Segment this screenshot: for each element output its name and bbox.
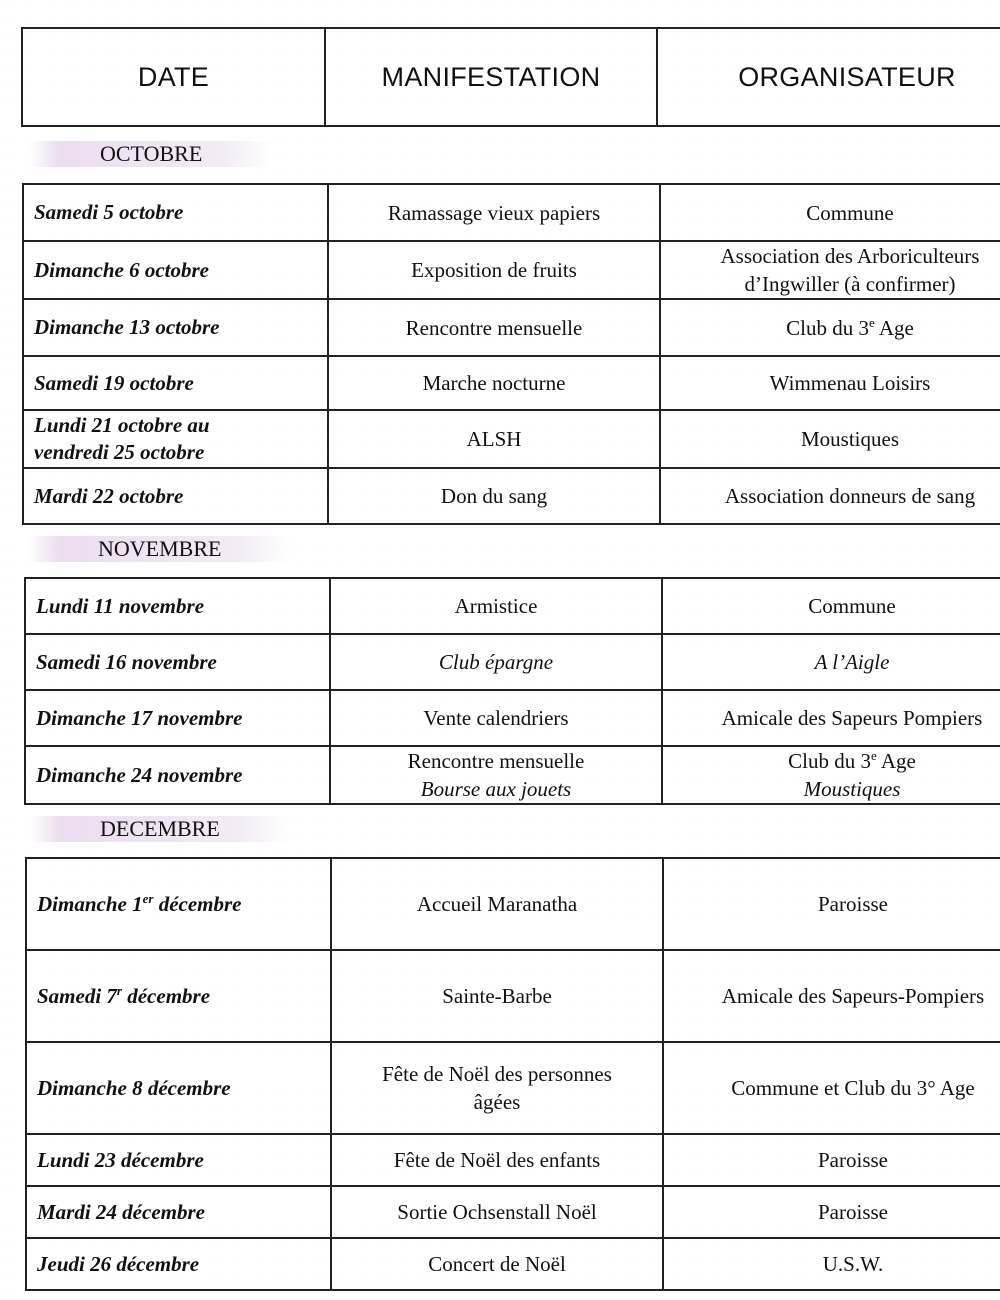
organizer-text: Club du 3 [786,315,869,340]
table-row [25,578,1000,634]
event-organizer: Paroisse [663,1186,1000,1238]
event-line: Rencontre mensuelle [407,749,585,773]
section-title-octobre: OCTOBRE [30,141,272,167]
event-name: Exposition de fruits [328,241,660,299]
date-line: Lundi 21 octobre au [34,413,210,437]
superscript: er [142,890,154,906]
table-row [23,241,1000,299]
event-date: Samedi 16 novembre [25,634,330,690]
event-date: Dimanche 24 novembre [25,746,330,804]
event-organizer: Commune [662,578,1000,634]
date-text: décembre [121,983,211,1008]
event-line: Fête de Noël des personnes [382,1062,612,1086]
table-row [26,1134,1000,1186]
event-organizer: Commune [660,184,1000,241]
table-row [23,184,1000,241]
event-date: Dimanche 13 octobre [23,299,328,356]
header-row [22,28,1000,126]
event-name [330,746,662,804]
organizer-line: Association des Arboriculteurs [720,244,980,268]
section-title-novembre: NOVEMBRE [28,536,291,562]
event-name: Vente calendriers [330,690,662,746]
organizer-text: Club du 3 [788,749,871,773]
event-organizer: Moustiques [660,410,1000,468]
event-organizer: Amicale des Sapeurs-Pompiers [663,950,1000,1042]
header-event: MANIFESTATION [325,28,657,126]
event-organizer: Association donneurs de sang [660,468,1000,524]
octobre-table [22,183,1000,525]
event-date: Dimanche 8 décembre [26,1042,331,1134]
organizer-text: Age [874,315,914,340]
event-organizer [660,241,1000,299]
event-name: Armistice [330,578,662,634]
date-text: Samedi 7 [37,983,117,1008]
event-organizer: Wimmenau Loisirs [660,356,1000,410]
header-date: DATE [22,28,325,126]
event-date: Dimanche 6 octobre [23,241,328,299]
event-date: Samedi 19 octobre [23,356,328,410]
superscript: e [868,314,875,330]
event-name: Ramassage vieux papiers [328,184,660,241]
event-organizer: U.S.W. [663,1238,1000,1290]
event-organizer [660,299,1000,356]
date-text: décembre [153,891,242,916]
event-organizer: Paroisse [663,858,1000,950]
table-row [23,468,1000,524]
event-organizer [662,746,1000,804]
event-date: Dimanche 17 novembre [25,690,330,746]
event-name: Rencontre mensuelle [328,299,660,356]
event-name: Accueil Maranatha [331,858,663,950]
event-organizer: Paroisse [663,1134,1000,1186]
table-row [26,1186,1000,1238]
superscript: r [116,982,122,998]
table-row [23,299,1000,356]
superscript: e [870,748,877,763]
table-row [23,410,1000,468]
table-row [26,950,1000,1042]
event-date: Mardi 22 octobre [23,468,328,524]
organizer-line [671,747,1000,775]
event-name [331,1042,663,1134]
organizer-line: Moustiques [803,777,901,801]
section-title-decembre: DECEMBRE [30,816,290,842]
event-line: âgées [473,1090,521,1114]
event-organizer: A l’Aigle [662,634,1000,690]
event-name: Marche nocturne [328,356,660,410]
novembre-table [24,577,1000,805]
table-row [25,746,1000,804]
event-date [26,858,331,950]
table-row [26,858,1000,950]
event-date [23,410,328,468]
table-row [23,356,1000,410]
organizer-line: d’Ingwiller (à confirmer) [744,272,956,296]
table-row [26,1238,1000,1290]
table-row [26,1042,1000,1134]
event-date: Lundi 23 décembre [26,1134,331,1186]
event-date [26,950,331,1042]
header-table [21,27,1000,127]
event-date: Jeudi 26 décembre [26,1238,331,1290]
table-row [25,690,1000,746]
decembre-table [25,857,1000,1291]
event-name: Don du sang [328,468,660,524]
event-name: Fête de Noël des enfants [331,1134,663,1186]
event-name: Concert de Noël [331,1238,663,1290]
event-date: Samedi 5 octobre [23,184,328,241]
event-date: Mardi 24 décembre [26,1186,331,1238]
event-line: Bourse aux jouets [420,777,572,801]
event-organizer: Amicale des Sapeurs Pompiers [662,690,1000,746]
event-organizer: Commune et Club du 3° Age [663,1042,1000,1134]
event-name: ALSH [328,410,660,468]
date-line: vendredi 25 octobre [34,440,205,464]
date-text: Dimanche 1 [37,891,143,916]
event-date: Lundi 11 novembre [25,578,330,634]
table-row [25,634,1000,690]
event-name: Sortie Ochsenstall Noël [331,1186,663,1238]
header-organizer: ORGANISATEUR [657,28,1000,126]
organizer-text: Age [876,749,916,773]
event-name: Sainte-Barbe [331,950,663,1042]
event-name: Club épargne [330,634,662,690]
